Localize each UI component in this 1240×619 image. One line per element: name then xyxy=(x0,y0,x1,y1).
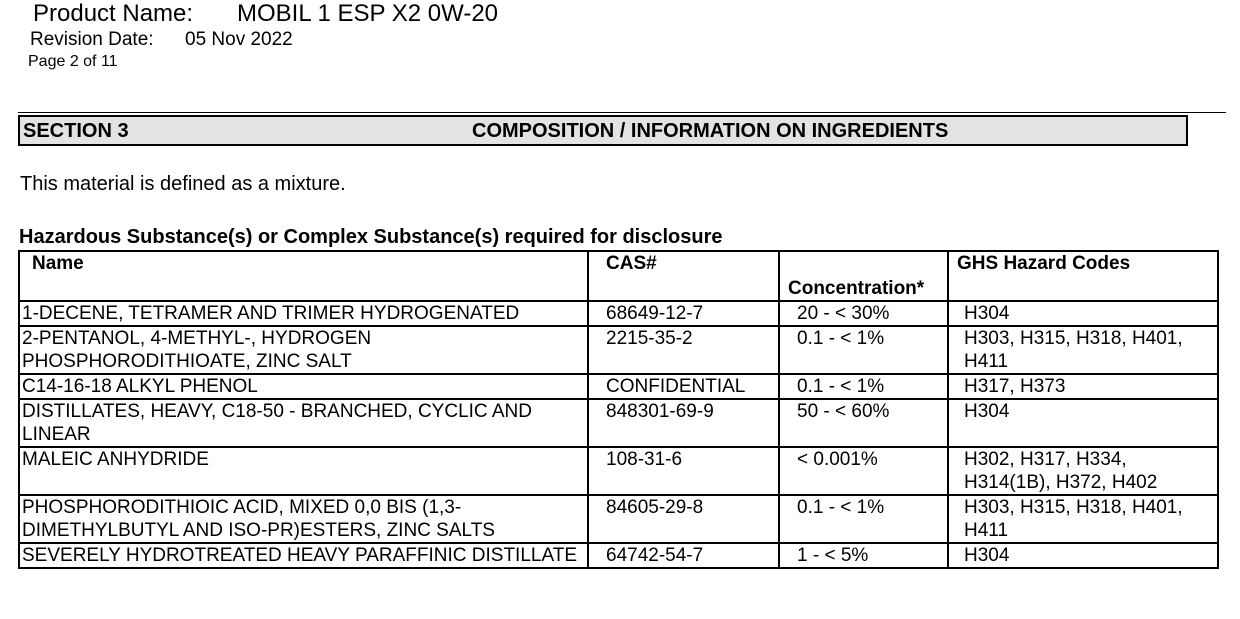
section-title: COMPOSITION / INFORMATION ON INGREDIENTS xyxy=(472,120,949,142)
column-header-cas: CAS# xyxy=(588,251,779,301)
mixture-statement: This material is defined as a mixture. xyxy=(20,173,346,195)
table-row xyxy=(19,543,1218,568)
section-number: SECTION 3 xyxy=(23,120,129,142)
cell-concentration: 1 - < 5% xyxy=(779,543,948,568)
cell-ghs-codes: H302, H317, H334, H314(1B), H372, H402 xyxy=(948,447,1218,495)
cell-concentration: 0.1 - < 1% xyxy=(779,495,948,543)
cell-cas-number: CONFIDENTIAL xyxy=(588,374,779,399)
cell-cas-number: 84605-29-8 xyxy=(588,495,779,543)
cell-substance-name: C14-16-18 ALKYL PHENOL xyxy=(19,374,588,399)
table-body xyxy=(19,301,1218,568)
cell-cas-number: 68649-12-7 xyxy=(588,301,779,326)
cell-ghs-codes: H303, H315, H318, H401, H411 xyxy=(948,326,1218,374)
table-row xyxy=(19,399,1218,447)
cell-substance-name: DISTILLATES, HEAVY, C18-50 - BRANCHED, CYCLIC AND LINEAR xyxy=(19,399,588,447)
cell-substance-name: 2-PENTANOL, 4-METHYL-, HYDROGEN PHOSPHORODITHIOATE, ZINC SALT xyxy=(19,326,588,374)
cell-ghs-codes: H304 xyxy=(948,399,1218,447)
table-row xyxy=(19,374,1218,399)
table-row xyxy=(19,495,1218,543)
cell-cas-number: 64742-54-7 xyxy=(588,543,779,568)
cell-substance-name: SEVERELY HYDROTREATED HEAVY PARAFFINIC DISTILLATE xyxy=(19,543,588,568)
product-name-label: Product Name: xyxy=(33,0,194,27)
cell-ghs-codes: H317, H373 xyxy=(948,374,1218,399)
table-title: Hazardous Substance(s) or Complex Substance(s) required for disclosure xyxy=(19,226,723,248)
column-header-concentration: Concentration* xyxy=(779,251,948,301)
cell-concentration: 20 - < 30% xyxy=(779,301,948,326)
column-header-ghs: GHS Hazard Codes xyxy=(948,251,1218,301)
cell-cas-number: 108-31-6 xyxy=(588,447,779,495)
table-row xyxy=(19,326,1218,374)
cell-substance-name: PHOSPHORODITHIOIC ACID, MIXED 0,0 BIS (1,3-DIMETHYLBUTYL AND ISO-PR)ESTERS, ZINC SALTS xyxy=(19,495,588,543)
table-row xyxy=(19,301,1218,326)
cell-concentration: < 0.001% xyxy=(779,447,948,495)
cell-substance-name: MALEIC ANHYDRIDE xyxy=(19,447,588,495)
revision-date-value: 05 Nov 2022 xyxy=(185,29,293,50)
cell-ghs-codes: H303, H315, H318, H401, H411 xyxy=(948,495,1218,543)
cell-substance-name: 1-DECENE, TETRAMER AND TRIMER HYDROGENATED xyxy=(19,301,588,326)
cell-concentration: 0.1 - < 1% xyxy=(779,374,948,399)
cell-ghs-codes: H304 xyxy=(948,301,1218,326)
column-header-name: Name xyxy=(19,251,588,301)
table-header-row xyxy=(19,251,1218,301)
table-row xyxy=(19,447,1218,495)
revision-date-label: Revision Date: xyxy=(30,29,154,50)
product-name-value: MOBIL 1 ESP X2 0W-20 xyxy=(237,0,499,27)
cell-concentration: 50 - < 60% xyxy=(779,399,948,447)
ingredients-table xyxy=(18,250,1219,569)
cell-concentration: 0.1 - < 1% xyxy=(779,326,948,374)
cell-ghs-codes: H304 xyxy=(948,543,1218,568)
cell-cas-number: 2215-35-2 xyxy=(588,326,779,374)
section-header-bar xyxy=(18,115,1188,146)
page-number: Page 2 of 11 xyxy=(28,53,118,70)
cell-cas-number: 848301-69-9 xyxy=(588,399,779,447)
header-divider xyxy=(18,112,1226,113)
